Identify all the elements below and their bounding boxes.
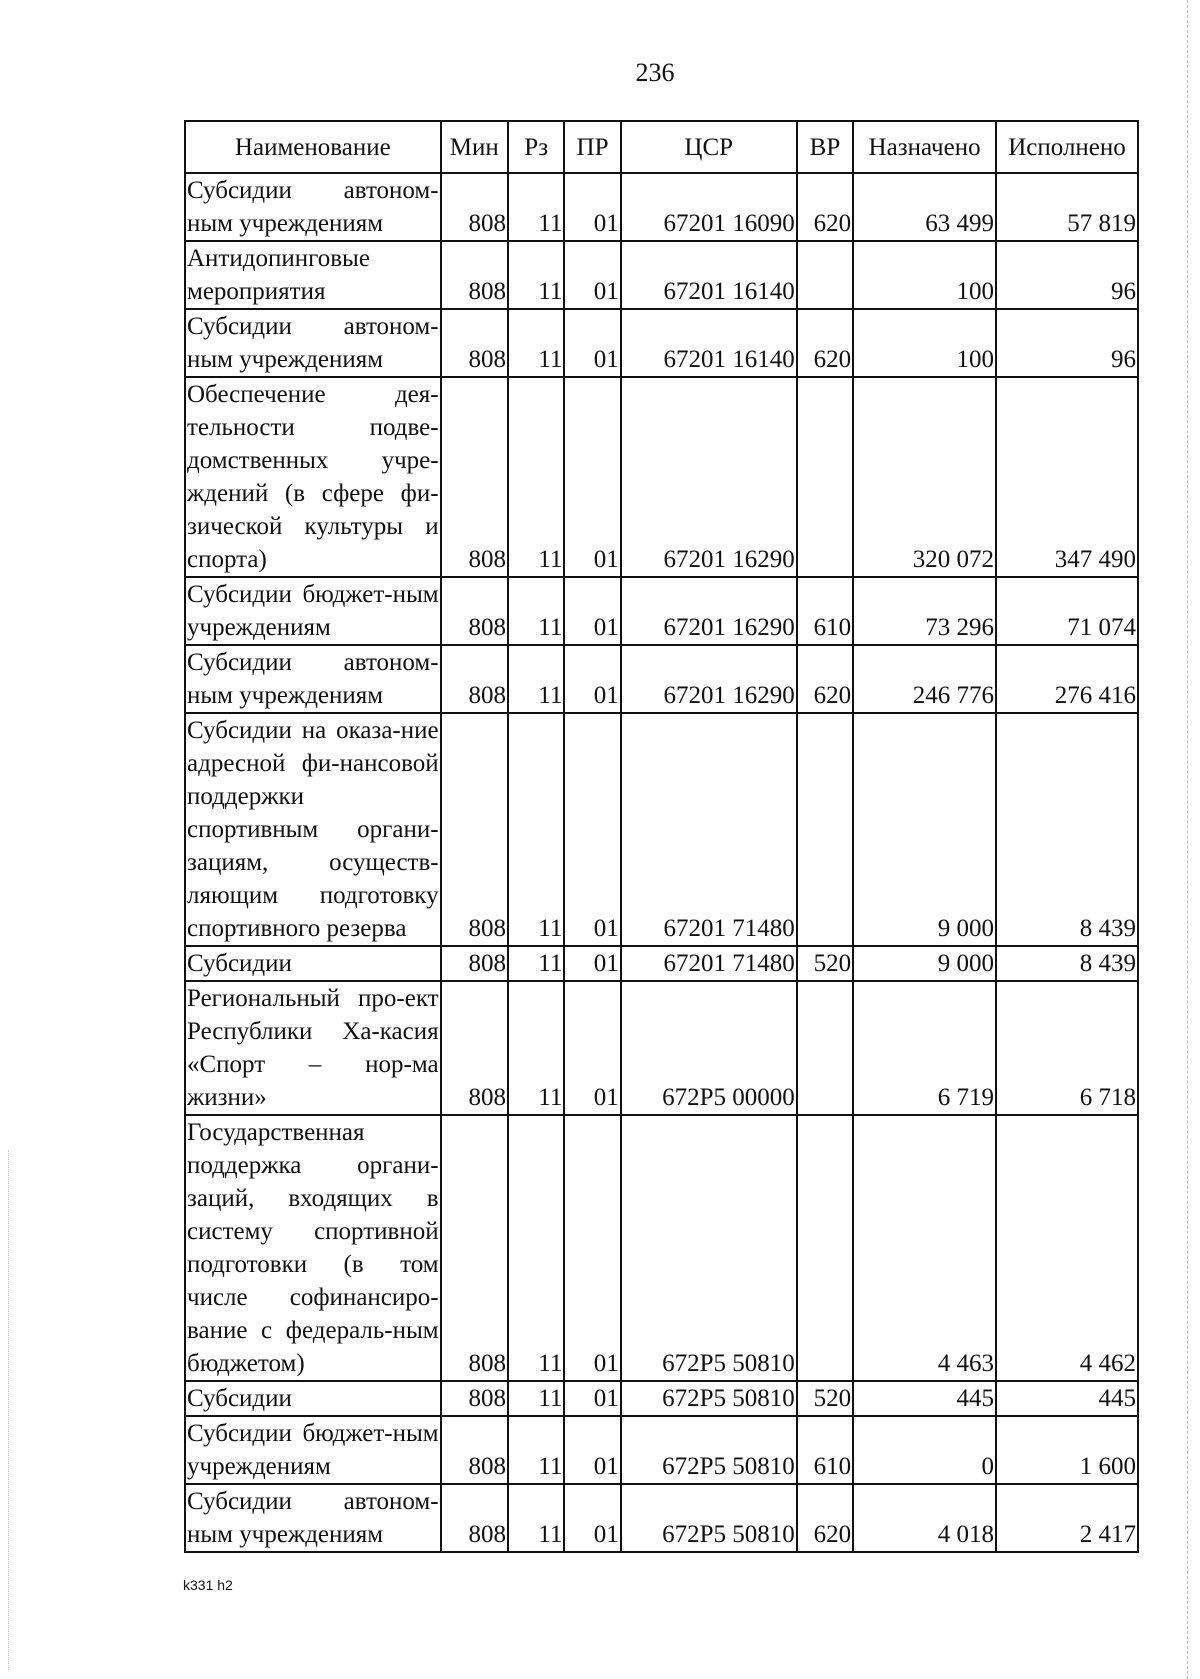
cell-executed: 71 074 <box>996 577 1138 645</box>
cell-expense-type <box>797 981 853 1115</box>
cell-section: 11 <box>508 1381 564 1416</box>
cell-ministry: 808 <box>441 645 508 713</box>
cell-section: 11 <box>508 946 564 981</box>
cell-name: Субсидии <box>185 946 441 981</box>
cell-expense-type: 610 <box>797 1416 853 1484</box>
cell-assigned: 100 <box>853 241 996 309</box>
cell-assigned: 4 463 <box>853 1115 996 1381</box>
column-header-target-article: ЦСР <box>621 121 797 173</box>
cell-section: 11 <box>508 241 564 309</box>
cell-expense-type: 520 <box>797 1381 853 1416</box>
column-header-executed: Исполнено <box>996 121 1138 173</box>
cell-section: 11 <box>508 309 564 377</box>
cell-target-article: 67201 16140 <box>621 309 797 377</box>
page-number: 236 <box>635 58 675 87</box>
cell-name: Антидопинговые мероприятия <box>185 241 441 309</box>
cell-subsection: 01 <box>564 713 620 946</box>
table-row <box>185 173 1138 241</box>
cell-assigned: 73 296 <box>853 577 996 645</box>
cell-target-article: 67201 71480 <box>621 946 797 981</box>
cell-section: 11 <box>508 713 564 946</box>
cell-ministry: 808 <box>441 577 508 645</box>
table-row <box>185 981 1138 1115</box>
table-header <box>185 121 1138 173</box>
cell-assigned: 320 072 <box>853 377 996 577</box>
cell-expense-type: 620 <box>797 1484 853 1552</box>
footer-code: k331 h2 <box>183 1577 233 1593</box>
table-row <box>185 241 1138 309</box>
cell-target-article: 672P5 50810 <box>621 1381 797 1416</box>
cell-section: 11 <box>508 1416 564 1484</box>
table-body <box>185 173 1138 1552</box>
cell-assigned: 9 000 <box>853 713 996 946</box>
cell-target-article: 67201 16290 <box>621 645 797 713</box>
table-row <box>185 309 1138 377</box>
cell-name: Субсидии <box>185 1381 441 1416</box>
cell-name: Субсидии автоном-ным учреждениям <box>185 309 441 377</box>
cell-expense-type <box>797 241 853 309</box>
cell-executed: 8 439 <box>996 713 1138 946</box>
cell-name: Государственная поддержка органи-заций, входящих в систему спортивной подготовки (в том числе софинансиро-вание с федераль-ным бюджетом) <box>185 1115 441 1381</box>
cell-target-article: 672P5 50810 <box>621 1416 797 1484</box>
cell-expense-type <box>797 1115 853 1381</box>
cell-executed: 57 819 <box>996 173 1138 241</box>
cell-target-article: 67201 16290 <box>621 577 797 645</box>
cell-executed: 347 490 <box>996 377 1138 577</box>
table-row <box>185 1381 1138 1416</box>
cell-name: Субсидии автоном-ным учреждениям <box>185 173 441 241</box>
cell-executed: 8 439 <box>996 946 1138 981</box>
cell-subsection: 01 <box>564 946 620 981</box>
cell-ministry: 808 <box>441 173 508 241</box>
scan-edge-line-left <box>8 1150 9 1670</box>
cell-name: Субсидии автоном-ным учреждениям <box>185 645 441 713</box>
cell-subsection: 01 <box>564 1416 620 1484</box>
cell-subsection: 01 <box>564 645 620 713</box>
cell-expense-type <box>797 713 853 946</box>
cell-expense-type: 620 <box>797 645 853 713</box>
cell-assigned: 9 000 <box>853 946 996 981</box>
table-row <box>185 1484 1138 1552</box>
cell-target-article: 67201 16090 <box>621 173 797 241</box>
cell-name: Региональный про-ект Республики Ха-касия «Спорт – нор-ма жизни» <box>185 981 441 1115</box>
cell-ministry: 808 <box>441 1484 508 1552</box>
table-row <box>185 377 1138 577</box>
cell-name: Субсидии на оказа-ние адресной фи-нансовой поддержки спортивным органи-зациям, осуществ-ляющим подготовку спортивного резерва <box>185 713 441 946</box>
scan-edge-line <box>1187 0 1188 1679</box>
table-row <box>185 713 1138 946</box>
column-header-section: Рз <box>508 121 564 173</box>
table-row <box>185 1115 1138 1381</box>
cell-ministry: 808 <box>441 1115 508 1381</box>
cell-ministry: 808 <box>441 981 508 1115</box>
cell-target-article: 672P5 50810 <box>621 1484 797 1552</box>
cell-expense-type: 620 <box>797 173 853 241</box>
cell-executed: 6 718 <box>996 981 1138 1115</box>
cell-assigned: 246 776 <box>853 645 996 713</box>
cell-name: Субсидии бюджет-ным учреждениям <box>185 577 441 645</box>
cell-subsection: 01 <box>564 173 620 241</box>
table-row <box>185 577 1138 645</box>
cell-executed: 1 600 <box>996 1416 1138 1484</box>
cell-ministry: 808 <box>441 377 508 577</box>
cell-name: Обеспечение дея-тельности подве-домственных учре-ждений (в сфере фи-зической культуры и спорта) <box>185 377 441 577</box>
column-header-expense-type: ВР <box>797 121 853 173</box>
cell-subsection: 01 <box>564 1484 620 1552</box>
cell-assigned: 63 499 <box>853 173 996 241</box>
cell-target-article: 67201 16290 <box>621 377 797 577</box>
table-row <box>185 645 1138 713</box>
cell-subsection: 01 <box>564 1115 620 1381</box>
cell-assigned: 100 <box>853 309 996 377</box>
cell-assigned: 0 <box>853 1416 996 1484</box>
table-row <box>185 946 1138 981</box>
cell-executed: 276 416 <box>996 645 1138 713</box>
cell-section: 11 <box>508 981 564 1115</box>
cell-assigned: 4 018 <box>853 1484 996 1552</box>
cell-expense-type <box>797 377 853 577</box>
cell-expense-type: 620 <box>797 309 853 377</box>
cell-section: 11 <box>508 1115 564 1381</box>
cell-section: 11 <box>508 377 564 577</box>
cell-expense-type: 610 <box>797 577 853 645</box>
cell-target-article: 67201 71480 <box>621 713 797 946</box>
cell-ministry: 808 <box>441 946 508 981</box>
cell-section: 11 <box>508 173 564 241</box>
cell-section: 11 <box>508 645 564 713</box>
cell-assigned: 445 <box>853 1381 996 1416</box>
column-header-name: Наименование <box>185 121 441 173</box>
cell-target-article: 672P5 50810 <box>621 1115 797 1381</box>
cell-subsection: 01 <box>564 309 620 377</box>
cell-assigned: 6 719 <box>853 981 996 1115</box>
cell-ministry: 808 <box>441 241 508 309</box>
cell-name: Субсидии бюджет-ным учреждениям <box>185 1416 441 1484</box>
cell-target-article: 672P5 00000 <box>621 981 797 1115</box>
cell-subsection: 01 <box>564 981 620 1115</box>
cell-executed: 445 <box>996 1381 1138 1416</box>
cell-executed: 2 417 <box>996 1484 1138 1552</box>
cell-section: 11 <box>508 1484 564 1552</box>
cell-section: 11 <box>508 577 564 645</box>
header-row <box>185 121 1138 173</box>
column-header-subsection: ПР <box>564 121 620 173</box>
cell-executed: 96 <box>996 309 1138 377</box>
cell-subsection: 01 <box>564 1381 620 1416</box>
cell-subsection: 01 <box>564 577 620 645</box>
cell-ministry: 808 <box>441 1381 508 1416</box>
cell-executed: 96 <box>996 241 1138 309</box>
column-header-ministry: Мин <box>441 121 508 173</box>
budget-table <box>184 120 1139 1553</box>
cell-subsection: 01 <box>564 241 620 309</box>
cell-subsection: 01 <box>564 377 620 577</box>
column-header-assigned: Назначено <box>853 121 996 173</box>
cell-name: Субсидии автоном-ным учреждениям <box>185 1484 441 1552</box>
cell-executed: 4 462 <box>996 1115 1138 1381</box>
cell-ministry: 808 <box>441 309 508 377</box>
cell-target-article: 67201 16140 <box>621 241 797 309</box>
cell-expense-type: 520 <box>797 946 853 981</box>
table-row <box>185 1416 1138 1484</box>
cell-ministry: 808 <box>441 713 508 946</box>
cell-ministry: 808 <box>441 1416 508 1484</box>
